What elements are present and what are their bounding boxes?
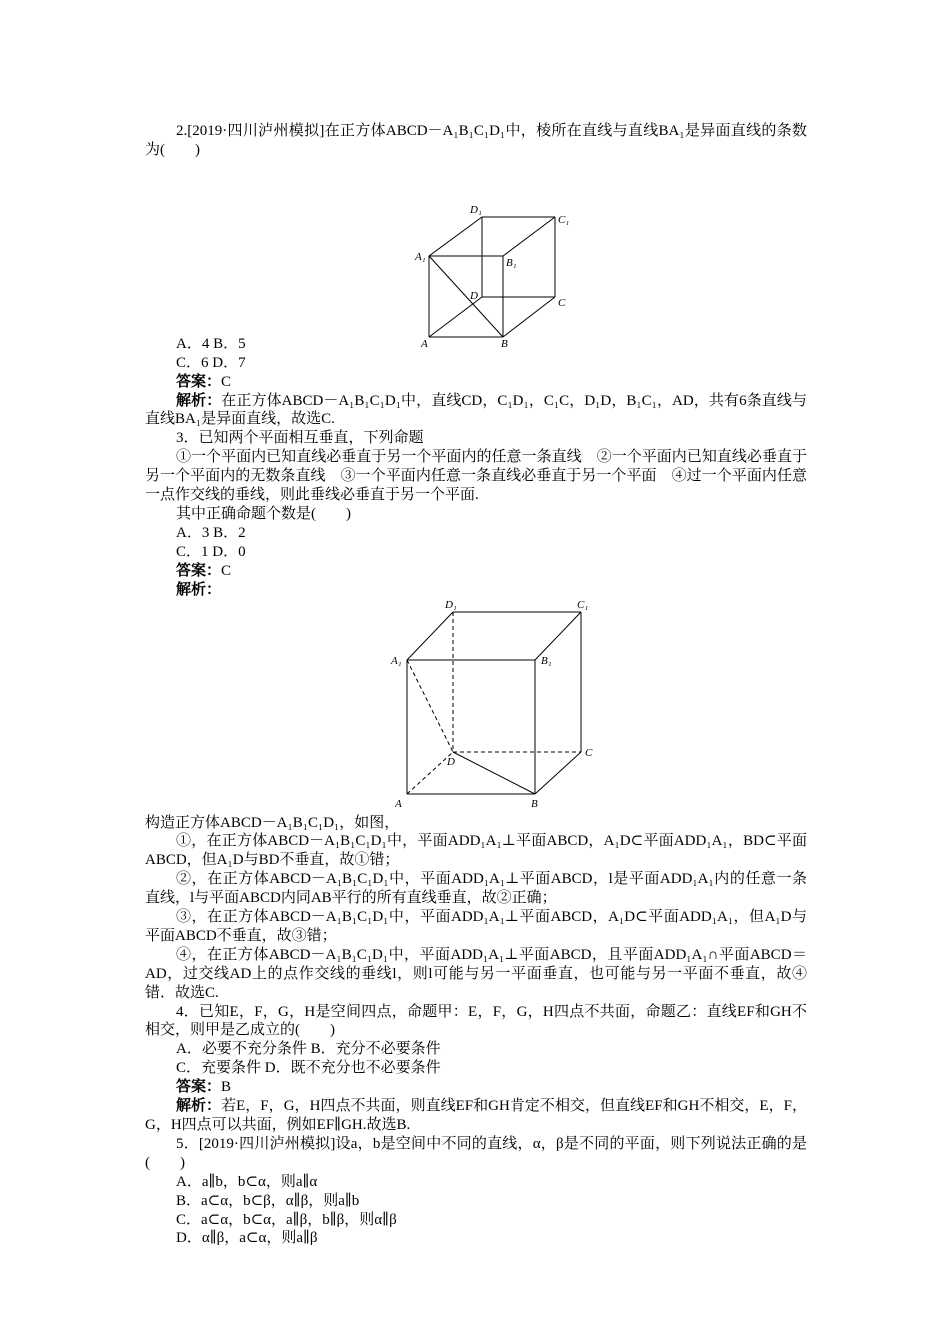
- analysis-label: 解析：: [176, 1098, 222, 1115]
- q5-option-a: A．a∥b，b⊂α，则a∥α: [176, 1173, 318, 1190]
- analysis-text: 在正方体ABCD－A₁B₁C₁D₁中，直线CD，C₁D₁，C₁C，D₁D，B₁C₁，AD，共有6条直线与直线BA₁是异面直线，故选C.: [145, 392, 807, 428]
- q2-option-line-1: A．4 B．5: [176, 335, 246, 352]
- q3-option-line-2: C．1 D．0: [176, 543, 246, 560]
- q3-explain-2: ②，在正方体ABCD－A₁B₁C₁D₁中，平面ADD₁A₁⊥平面ABCD，l是平面ADD₁A₁内的任意一条直线，l与平面ABCD内同AB平行的所有直线垂直，故②正确；: [145, 871, 807, 907]
- analysis-text: 若E，F，G，H四点不共面，则直线EF和GH肯定不相交，但直线EF和GH不相交，E，F，G，H四点可以共面，例如EF∥GH.故选B.: [145, 1098, 807, 1133]
- label-A: A: [421, 337, 428, 350]
- q3-option-line-1: A．3 B．2: [176, 524, 246, 541]
- label-D1: D₁: [470, 203, 482, 216]
- cube-diagram-2: [145, 598, 807, 812]
- q5-option-d: D．α∥β，a⊂α，则a∥β: [176, 1230, 318, 1247]
- q4-stem: 4．已知E，F，G，H是空间四点，命题甲：E，F，G，H四点不共面，命题乙：直线EF和GH不相交，则甲是乙成立的( ): [145, 1003, 807, 1039]
- label-C: C: [585, 746, 593, 759]
- label-C: C: [558, 296, 566, 309]
- label-B1: B₁: [506, 256, 517, 269]
- q5-option-b: B．a⊂α，b⊂β，α∥β，则a∥b: [176, 1192, 360, 1209]
- cube-figure-2: [145, 598, 807, 812]
- q2-analysis: [145, 392, 807, 430]
- q4-answer: [145, 1078, 807, 1097]
- label-C1: C₁: [558, 213, 570, 226]
- label-D: D: [470, 289, 478, 302]
- label-B: B: [531, 797, 538, 810]
- q3-propositions: ①一个平面内已知直线必垂直于另一个平面内的任意一条直线 ②一个平面内已知直线必垂直于另一个平面内的无数条直线 ③一个平面内任意一条直线必垂直于另一个平面 ④过一个平面内任意一点作交线的垂线，则此垂线必垂直于另一个平面.: [145, 449, 807, 504]
- q3-explain-intro: 构造正方体ABCD－A₁B₁C₁D₁，如图，: [145, 814, 400, 831]
- answer-value: C: [221, 373, 232, 390]
- q3-answer: [145, 562, 807, 581]
- label-A: A: [395, 797, 402, 810]
- q2-option-line-2: C．6 D．7: [176, 354, 246, 371]
- q4-option-line-2: C．充要条件 D．既不充分也不必要条件: [176, 1060, 441, 1077]
- analysis-label: 解析：: [176, 392, 222, 409]
- answer-label: 答案：: [176, 373, 222, 390]
- q4-analysis: [145, 1097, 807, 1135]
- answer-label: 答案：: [176, 1079, 222, 1096]
- label-D1: D₁: [445, 598, 457, 611]
- label-A1: A₁: [391, 654, 402, 667]
- label-A1: A₁: [415, 250, 426, 263]
- q3-analysis-label: 解析：: [176, 581, 222, 598]
- q2-stem: 2.[2019·四川泸州模拟]在正方体ABCD－A₁B₁C₁D₁中，棱所在直线与直线BA₁是异面直线的条数为( ): [145, 123, 807, 158]
- q3-question: 其中正确命题个数是( ): [176, 505, 351, 522]
- answer-value: C: [221, 562, 232, 579]
- q5-option-c: C．a⊂α，b⊂α，a∥β，b∥β，则α∥β: [176, 1211, 397, 1228]
- answer-value: B: [221, 1079, 232, 1096]
- label-B: B: [501, 337, 508, 350]
- q2-answer: [145, 373, 807, 392]
- q3-explain-1: ①，在正方体ABCD－A₁B₁C₁D₁中，平面ADD₁A₁⊥平面ABCD，A₁D⊂平面ADD₁A₁，BD⊂平面ABCD，但A₁D与BD不垂直，故①错；: [145, 833, 807, 869]
- label-C1: C₁: [577, 598, 589, 611]
- document-page: [145, 122, 807, 1248]
- q4-option-line-1: A．必要不充分条件 B．充分不必要条件: [176, 1041, 441, 1058]
- label-D: D: [447, 755, 455, 768]
- q3-stem: 3．已知两个平面相互垂直，下列命题: [176, 430, 424, 447]
- label-B1: B₁: [541, 654, 552, 667]
- q3-explain-3: ③，在正方体ABCD－A₁B₁C₁D₁中，平面ADD₁A₁⊥平面ABCD，A₁D⊂平面ADD₁A₁，但A₁D与平面ABCD不垂直，故③错；: [145, 909, 807, 944]
- q5-stem: 5．[2019·四川泸州模拟]设a，b是空间中不同的直线，α，β是不同的平面，则下列说法正确的是( ): [145, 1135, 807, 1171]
- q3-explain-4: ④，在正方体ABCD－A₁B₁C₁D₁中，平面ADD₁A₁⊥平面ABCD，且平面ADD₁A₁∩平面ABCD＝AD，过交线AD上的点作交线的垂线l，则l可能与另一平面垂直，也可能与另一平面不垂直，故④错．故选C.: [145, 946, 807, 1001]
- answer-label: 答案：: [176, 562, 222, 579]
